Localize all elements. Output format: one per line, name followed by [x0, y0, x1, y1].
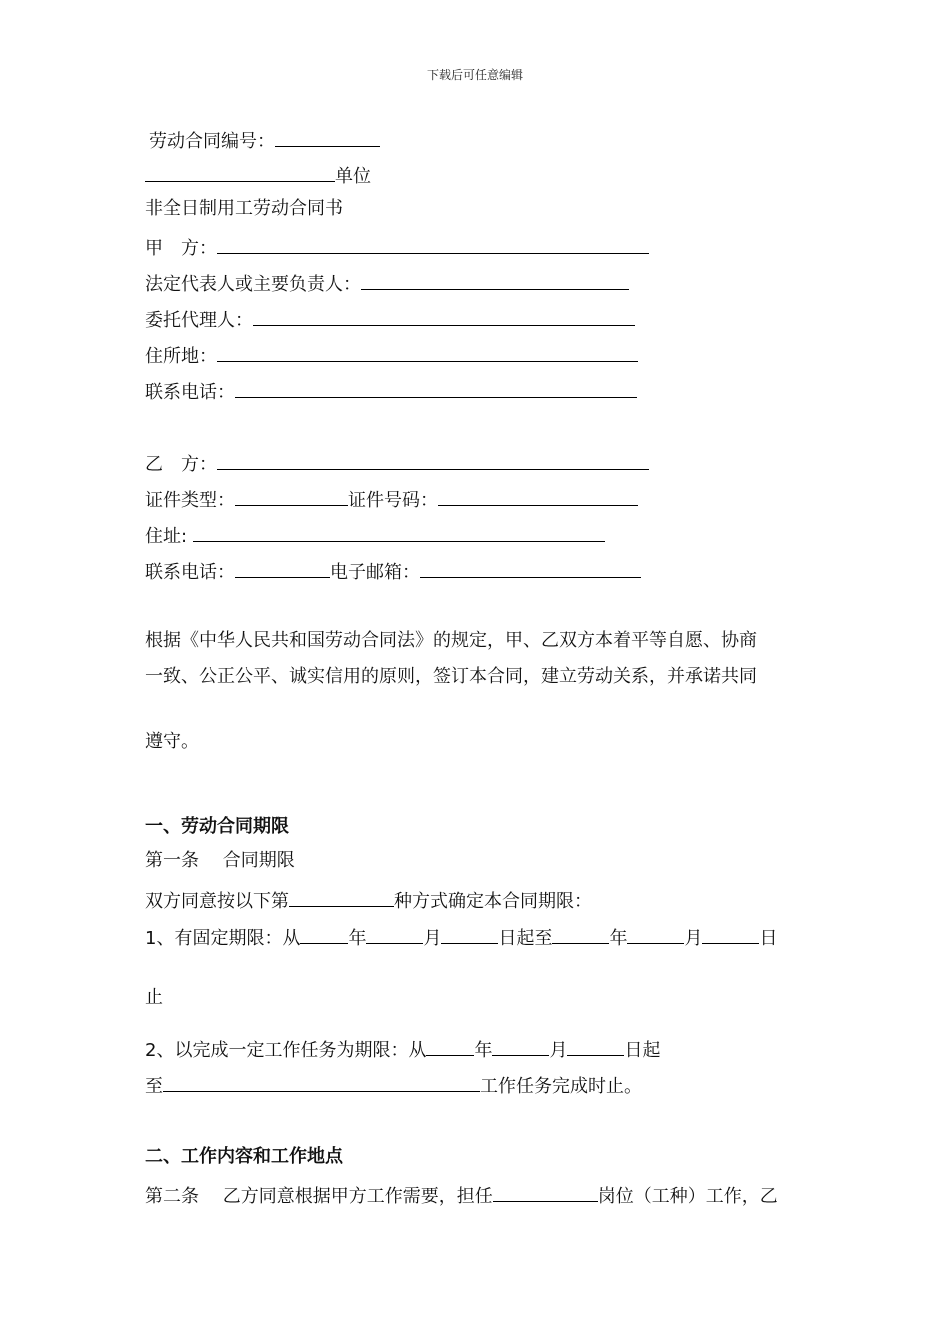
preamble-line-3: 遵守。: [145, 731, 199, 752]
id-line: [145, 485, 638, 509]
option-1-end: 止: [145, 987, 163, 1008]
section-1-heading: 一、劳动合同期限: [145, 816, 289, 837]
term-choice-blank: [289, 886, 394, 907]
end-month-blank: [627, 923, 684, 944]
term-choice-prefix: 双方同意按以下第: [145, 891, 289, 912]
party-a-line: [145, 233, 649, 257]
party-b-line: [145, 449, 649, 473]
party-a-address-line: [145, 341, 638, 365]
agent-line: [145, 305, 635, 329]
legal-rep-label: 法定代表人或主要负责人：: [145, 274, 361, 295]
preamble-line-2: 一致、公正公平、诚实信用的原则，签订本合同，建立劳动关系，并承诺共同: [145, 666, 757, 687]
to-label: 至: [145, 1076, 163, 1097]
agent-blank: [253, 305, 635, 326]
party-b-contact-line: [145, 557, 641, 581]
party-a-address-blank: [217, 341, 638, 362]
task-year-blank: [426, 1035, 474, 1056]
party-a-phone-label: 联系电话：: [145, 382, 235, 403]
party-b-address-line: [145, 521, 605, 545]
position-blank: [493, 1181, 598, 1202]
id-type-blank: [235, 485, 348, 506]
end-day-blank: [702, 923, 759, 944]
option-2-end-line: [145, 1071, 642, 1095]
party-a-label: 甲 方：: [145, 238, 217, 259]
party-b-blank: [217, 449, 649, 470]
party-a-phone-line: [145, 377, 637, 401]
option-2-line: [145, 1035, 660, 1059]
party-b-label: 乙 方：: [145, 454, 217, 475]
email-blank: [420, 557, 641, 578]
option-1-prefix: 1、有固定期限：从: [145, 928, 301, 949]
day-start-label: 日起: [624, 1040, 661, 1061]
unit-line: [145, 161, 371, 185]
start-year-blank: [300, 923, 348, 944]
legal-rep-blank: [361, 269, 629, 290]
option-2-prefix: 2、以完成一定工作任务为期限：从: [145, 1040, 427, 1061]
id-number-blank: [438, 485, 638, 506]
document-title: 非全日制用工劳动合同书: [145, 198, 343, 219]
month-label: 月: [423, 928, 442, 949]
task-day-blank: [567, 1035, 624, 1056]
party-a-address-label: 住所地：: [145, 346, 217, 367]
page-header: 下载后可任意编辑: [426, 68, 523, 82]
year-label: 年: [609, 928, 628, 949]
day-end-label: 日: [759, 928, 778, 949]
article-1-title: 第一条 合同期限: [145, 850, 295, 871]
legal-rep-line: [145, 269, 629, 293]
year-label: 年: [348, 928, 367, 949]
id-number-label: 证件号码：: [348, 490, 438, 511]
contract-number-blank: [275, 126, 380, 147]
contract-number-label: 劳动合同编号：: [149, 131, 275, 152]
party-a-blank: [217, 233, 649, 254]
task-month-blank: [492, 1035, 549, 1056]
start-day-blank: [441, 923, 498, 944]
article-2-prefix: 第二条 乙方同意根据甲方工作需要，担任: [145, 1186, 493, 1207]
party-a-phone-blank: [235, 377, 637, 398]
contract-number-line: [149, 126, 380, 150]
party-b-address-label: 住址:: [145, 526, 193, 547]
month-label: 月: [549, 1040, 568, 1061]
id-type-label: 证件类型：: [145, 490, 235, 511]
section-2-heading: 二、工作内容和工作地点: [145, 1146, 343, 1167]
option-2-end: 工作任务完成时止。: [480, 1076, 642, 1097]
party-b-phone-blank: [235, 557, 330, 578]
party-b-address-blank: [193, 521, 605, 542]
unit-suffix: 单位: [335, 166, 371, 187]
party-b-phone-label: 联系电话：: [145, 562, 235, 583]
start-month-blank: [366, 923, 423, 944]
month-label: 月: [684, 928, 703, 949]
term-choice-line: [145, 886, 592, 910]
year-label: 年: [474, 1040, 493, 1061]
term-choice-suffix: 种方式确定本合同期限：: [394, 891, 592, 912]
article-2-suffix: 岗位（工种）工作，乙: [597, 1186, 778, 1207]
email-label: 电子邮箱：: [330, 562, 420, 583]
agent-label: 委托代理人：: [145, 310, 253, 331]
article-2-line: [145, 1181, 778, 1205]
preamble-line-1: 根据《中华人民共和国劳动合同法》的规定，甲、乙双方本着平等自愿、协商: [145, 630, 757, 651]
unit-blank: [145, 161, 335, 182]
day-from-label: 日起至: [498, 928, 553, 949]
task-blank: [163, 1071, 480, 1092]
end-year-blank: [552, 923, 609, 944]
option-1-line: [145, 923, 777, 947]
